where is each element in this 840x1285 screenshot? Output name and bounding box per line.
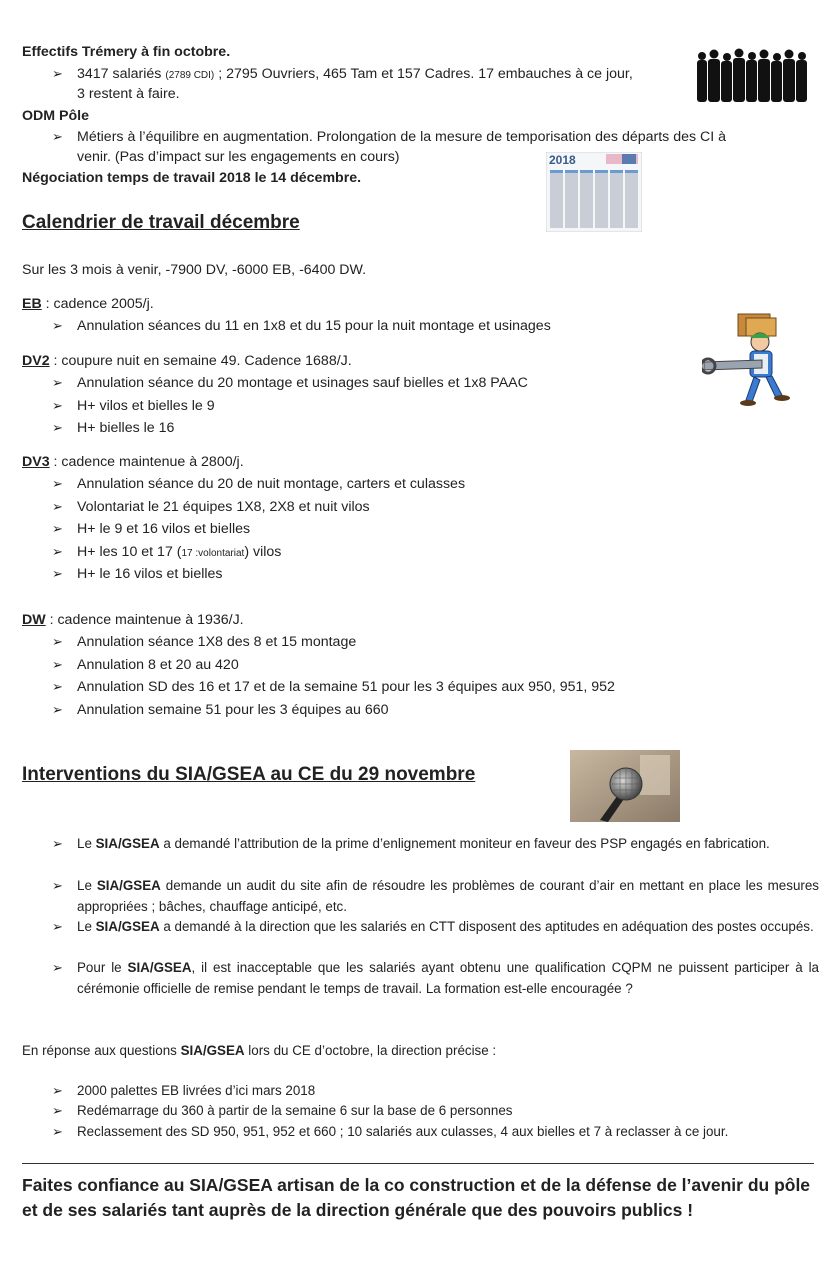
divider bbox=[22, 1163, 814, 1164]
arrow-bullet-icon: ➢ bbox=[52, 1083, 63, 1098]
closing-statement: Faites confiance au SIA/GSEA artisan de la co construction et de la défense de l’avenir du pôle et de ses salariés tant auprès de la direction générale que des pouvoirs publics ! bbox=[22, 1175, 811, 1220]
dw-item: Annulation 8 et 20 au 420 bbox=[77, 657, 239, 673]
arrow-bullet-icon: ➢ bbox=[52, 476, 63, 491]
dv2-item: Annulation séance du 20 montage et usinages sauf bielles et 1x8 PAAC bbox=[77, 375, 528, 391]
crowd-silhouette-image bbox=[694, 46, 812, 102]
arrow-bullet-icon: ➢ bbox=[52, 420, 63, 435]
intervention-item: Le SIA/GSEA demande un audit du site afin de résoudre les problèmes de courant d’air en mettant en place les mesures appropriées ; bâches, chauffage anticipé, etc. bbox=[77, 878, 819, 914]
dw-item: Annulation semaine 51 pour les 3 équipes au 660 bbox=[77, 702, 389, 718]
dv2-item: H+ bielles le 16 bbox=[77, 420, 175, 436]
arrow-bullet-icon: ➢ bbox=[52, 836, 63, 851]
microphone-image bbox=[570, 750, 680, 822]
calendar-image bbox=[546, 152, 642, 232]
effectifs-bullet-line2: 3 restent à faire. bbox=[77, 86, 180, 102]
arrow-bullet-icon: ➢ bbox=[52, 702, 63, 717]
dv2-item: H+ vilos et bielles le 9 bbox=[77, 398, 215, 414]
dv3-item: Volontariat le 21 équipes 1X8, 2X8 et nuit vilos bbox=[77, 499, 370, 515]
intervention-item: Le SIA/GSEA a demandé l’attribution de la prime d’enlignement moniteur en faveur des PSP engagés en fabrication. bbox=[77, 836, 770, 851]
arrow-bullet-icon: ➢ bbox=[52, 499, 63, 514]
eb-heading: EB : cadence 2005/j. bbox=[22, 296, 154, 312]
arrow-bullet-icon: ➢ bbox=[52, 375, 63, 390]
reponse-item: 2000 palettes EB livrées d’ici mars 2018 bbox=[77, 1083, 316, 1098]
reponse-item: Redémarrage du 360 à partir de la semaine 6 sur la base de 6 personnes bbox=[77, 1103, 513, 1118]
effectifs-heading: Effectifs Trémery à fin octobre. bbox=[22, 44, 231, 60]
intervention-item: Pour le SIA/GSEA, il est inacceptable que les salariés ayant obtenu une qualification CQPM ne puissent participer à la cérémonie officielle de remise pendant le temps de travail. La formation est-elle encouragée ? bbox=[77, 960, 819, 996]
dv3-item: H+ le 9 et 16 vilos et bielles bbox=[77, 521, 251, 537]
dv3-item: H+ les 10 et 17 (17 :volontariat) vilos bbox=[77, 544, 282, 560]
calendar-year-label: 2018 bbox=[549, 153, 576, 167]
dv3-heading: DV3 : cadence maintenue à 2800/j. bbox=[22, 454, 244, 470]
arrow-bullet-icon: ➢ bbox=[52, 398, 63, 413]
negociation-line: Négociation temps de travail 2018 le 14 décembre. bbox=[22, 170, 362, 186]
odm-bullet-line1: Métiers à l’équilibre en augmentation. Prolongation de la mesure de temporisation des départs des CI à bbox=[77, 129, 727, 145]
arrow-bullet-icon: ➢ bbox=[52, 544, 63, 559]
dv3-item: H+ le 16 vilos et bielles bbox=[77, 566, 223, 582]
arrow-bullet-icon: ➢ bbox=[52, 1103, 63, 1118]
calendrier-intro: Sur les 3 mois à venir, -7900 DV, -6000 EB, -6400 DW. bbox=[22, 262, 367, 278]
arrow-bullet-icon: ➢ bbox=[52, 657, 63, 672]
eb-item: Annulation séances du 11 en 1x8 et du 15 pour la nuit montage et usinages bbox=[77, 318, 551, 334]
arrow-bullet-icon: ➢ bbox=[52, 521, 63, 536]
arrow-bullet-icon: ➢ bbox=[52, 318, 63, 333]
arrow-bullet-icon: ➢ bbox=[52, 878, 63, 893]
arrow-bullet-icon: ➢ bbox=[52, 679, 63, 694]
intervention-item: Le SIA/GSEA a demandé à la direction que les salariés en CTT disposent des aptitudes en adéquation des postes occupés. bbox=[77, 919, 814, 934]
dv3-item: Annulation séance du 20 de nuit montage, carters et culasses bbox=[77, 476, 466, 492]
odm-bullet-line2: venir. (Pas d’impact sur les engagements en cours) bbox=[77, 149, 400, 165]
dw-heading: DW : cadence maintenue à 1936/J. bbox=[22, 612, 244, 628]
arrow-bullet-icon: ➢ bbox=[52, 66, 63, 81]
calendrier-title: Calendrier de travail décembre bbox=[22, 212, 300, 233]
arrow-bullet-icon: ➢ bbox=[52, 566, 63, 581]
effectifs-bullet: 3417 salariés (2789 CDI) ; 2795 Ouvriers, 465 Tam et 157 Cadres. 17 embauches à ce jour, bbox=[77, 66, 633, 82]
odm-heading: ODM Pôle bbox=[22, 108, 90, 124]
arrow-bullet-icon: ➢ bbox=[52, 1124, 63, 1139]
arrow-bullet-icon: ➢ bbox=[52, 960, 63, 975]
reponse-item: Reclassement des SD 950, 951, 952 et 660 ; 10 salariés aux culasses, 4 aux bielles et 7 à reclasser à ce jour. bbox=[77, 1124, 729, 1139]
worker-clipart-image bbox=[702, 312, 802, 407]
interventions-title: Interventions du SIA/GSEA au CE du 29 novembre bbox=[22, 764, 476, 785]
reponse-intro: En réponse aux questions SIA/GSEA lors du CE d’octobre, la direction précise : bbox=[22, 1043, 497, 1058]
dw-item: Annulation séance 1X8 des 8 et 15 montage bbox=[77, 634, 357, 650]
dw-item: Annulation SD des 16 et 17 et de la semaine 51 pour les 3 équipes aux 950, 951, 952 bbox=[77, 679, 615, 695]
dv2-heading: DV2 : coupure nuit en semaine 49. Cadence 1688/J. bbox=[22, 353, 352, 369]
arrow-bullet-icon: ➢ bbox=[52, 919, 63, 934]
arrow-bullet-icon: ➢ bbox=[52, 634, 63, 649]
arrow-bullet-icon: ➢ bbox=[52, 129, 63, 144]
